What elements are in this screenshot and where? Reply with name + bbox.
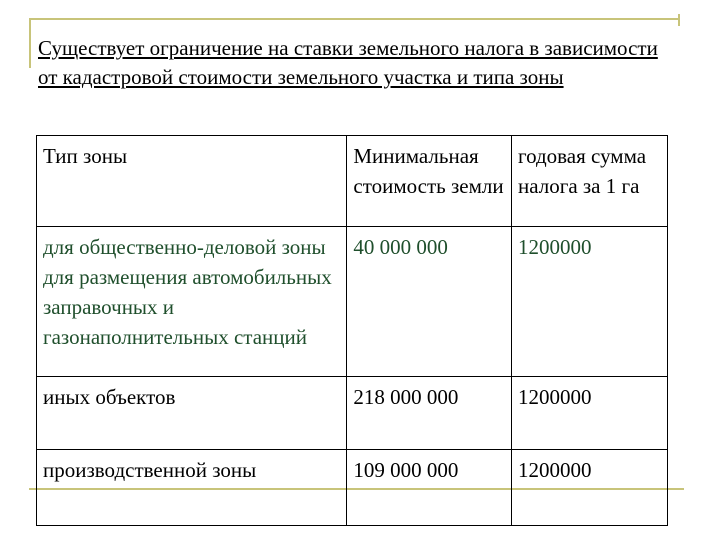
min-cost-cell: 109 000 000 bbox=[347, 450, 512, 526]
table-row bbox=[37, 227, 668, 377]
header-min-cost: Минимальная стоимость земли bbox=[347, 136, 512, 227]
table-row bbox=[37, 450, 668, 526]
zone-cell: иных объектов bbox=[37, 377, 347, 450]
decorative-top-line bbox=[29, 18, 680, 20]
annual-tax-cell: 1200000 bbox=[511, 227, 667, 377]
table-header-row bbox=[37, 136, 668, 227]
land-tax-table bbox=[36, 135, 668, 526]
zone-cell: производственной зоны bbox=[37, 450, 347, 526]
header-zone-type: Тип зоны bbox=[37, 136, 347, 227]
annual-tax-cell: 1200000 bbox=[511, 377, 667, 450]
slide-title: Существует ограничение на ставки земельного налога в зависимости от кадастровой стоимости земельного участка и типа зоны bbox=[38, 36, 658, 89]
min-cost-cell: 218 000 000 bbox=[347, 377, 512, 450]
decorative-right-tick bbox=[678, 14, 680, 26]
header-annual-tax: годовая сумма налога за 1 га bbox=[511, 136, 667, 227]
zone-cell: для общественно-деловой зоны для размещения автомобильных заправочных и газонаполнительных станций bbox=[37, 227, 347, 377]
annual-tax-cell: 1200000 bbox=[511, 450, 667, 526]
decorative-left-line bbox=[29, 18, 31, 68]
table-row bbox=[37, 377, 668, 450]
min-cost-cell: 40 000 000 bbox=[347, 227, 512, 377]
